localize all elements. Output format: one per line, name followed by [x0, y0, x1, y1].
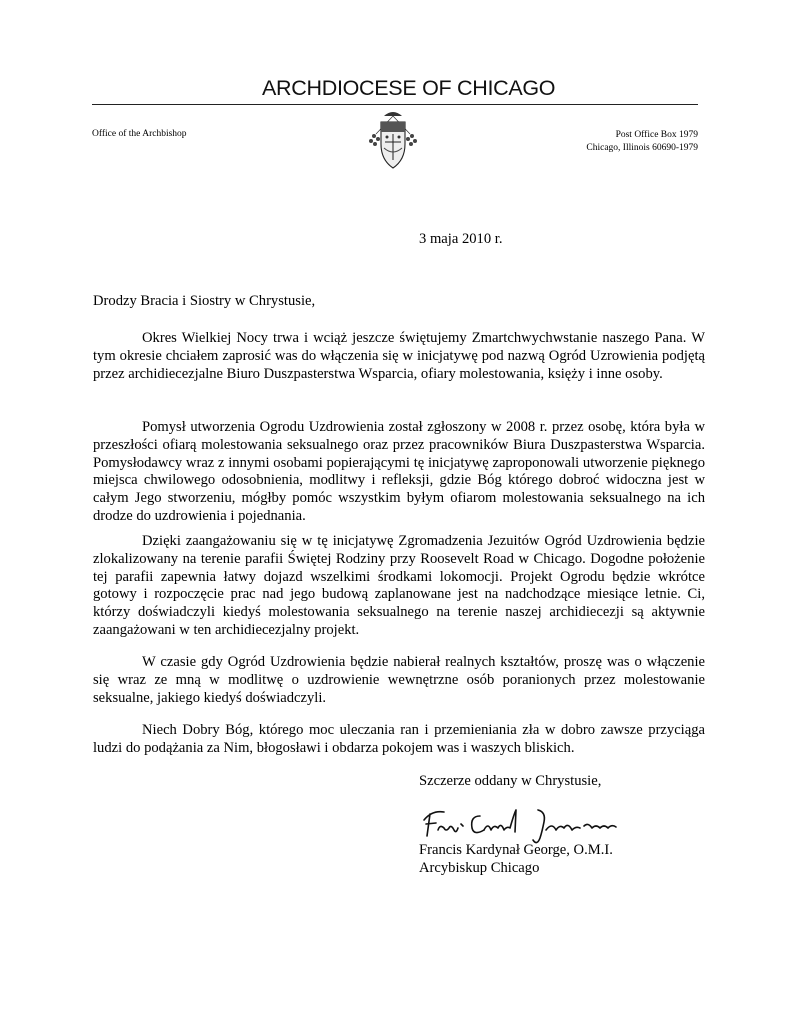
office-label: Office of the Archbishop: [92, 129, 187, 139]
postal-address: [586, 129, 698, 154]
paragraph-5: Niech Dobry Bóg, którego moc uleczania ran i przemieniania zła w dobro zawsze przyciąga ludzi do podążania za Nim, błogosławi i obdarza pokojem was i waszych bliskich.: [93, 722, 705, 756]
address-line-1: Post Office Box 1979: [615, 130, 698, 140]
letterhead-divider: [92, 104, 698, 105]
letter-date: 3 maja 2010 r.: [419, 231, 503, 247]
closing: Szczerze oddany w Chrystusie,: [419, 773, 602, 789]
paragraph-3: Dzięki zaangażowaniu się w tę inicjatywę Zgromadzenia Jezuitów Ogród Uzdrowienia będzie zlokalizowany na terenie parafii Świętej Rodziny przy Roosevelt Road w Chicago. Dogodne położenie tej parafii zapewnia łatwy dojazd wszelkimi środkami lokomocji. Projekt Ogrodu będzie wkrótce gotowy i rozpoczęcie prac nad jego budową zaplanowane jest na nadchodzące miesiące letnie. Ci, którzy doświadczyli kiedyś molestowania seksualnego na terenie naszej archidiecezji są aktywnie zaangażowani w ten archidiecezjalny projekt.: [93, 533, 705, 638]
paragraph-1: Okres Wielkiej Nocy trwa i wciąż jeszcze świętujemy Zmartchwychwstanie naszego Pana. W tym okresie chciałem zaprosić was do włączenia się w inicjatywę pod nazwą Ogród Uzrowienia podjętą przez archidiecezjalne Biuro Duszpasterstwa Wsparcia, ofiary molestowania, księży i inne osoby.: [93, 330, 705, 382]
address-line-2: Chicago, Illinois 60690-1979: [586, 142, 698, 153]
handwritten-signature: [418, 800, 623, 846]
archdiocese-coat-of-arms-icon: [366, 108, 420, 170]
signer-name: Francis Kardynał George, O.M.I.: [419, 842, 613, 858]
paragraph-2: Pomysł utworzenia Ogrodu Uzdrowienia został zgłoszony w 2008 r. przez osobę, która była w przeszłości ofiarą molestowania seksualnego oraz przez pracowników Biura Duszpasterstwa Wsparcia. Pomysłodawcy wraz z innymi osobami popierającymi tę inicjatywę zaproponowali utworzenie pięknego miejsca chwilowego odosobnienia, modlitwy i refleksji, gdzie Bóg którego dobroć widoczna jest w całym Jego stworzeniu, mógłby pomóc wszystkim byłym ofiarom molestowania seksualnego na ich drodze do uzdrowienia i pojednania.: [93, 419, 705, 524]
paragraph-4: W czasie gdy Ogród Uzdrowienia będzie nabierał realnych kształtów, proszę was o włączenie się wraz ze mną w modlitwę o uzdrowienie wewnętrzne osób poranionych przez molestowanie seksualne, jakiego kiedyś doświadczyli.: [93, 654, 705, 706]
salutation: Drodzy Bracia i Siostry w Chrystusie,: [93, 293, 316, 309]
letterhead-title: ARCHDIOCESE OF CHICAGO: [262, 76, 556, 100]
signer-title: Arcybiskup Chicago: [419, 860, 540, 876]
